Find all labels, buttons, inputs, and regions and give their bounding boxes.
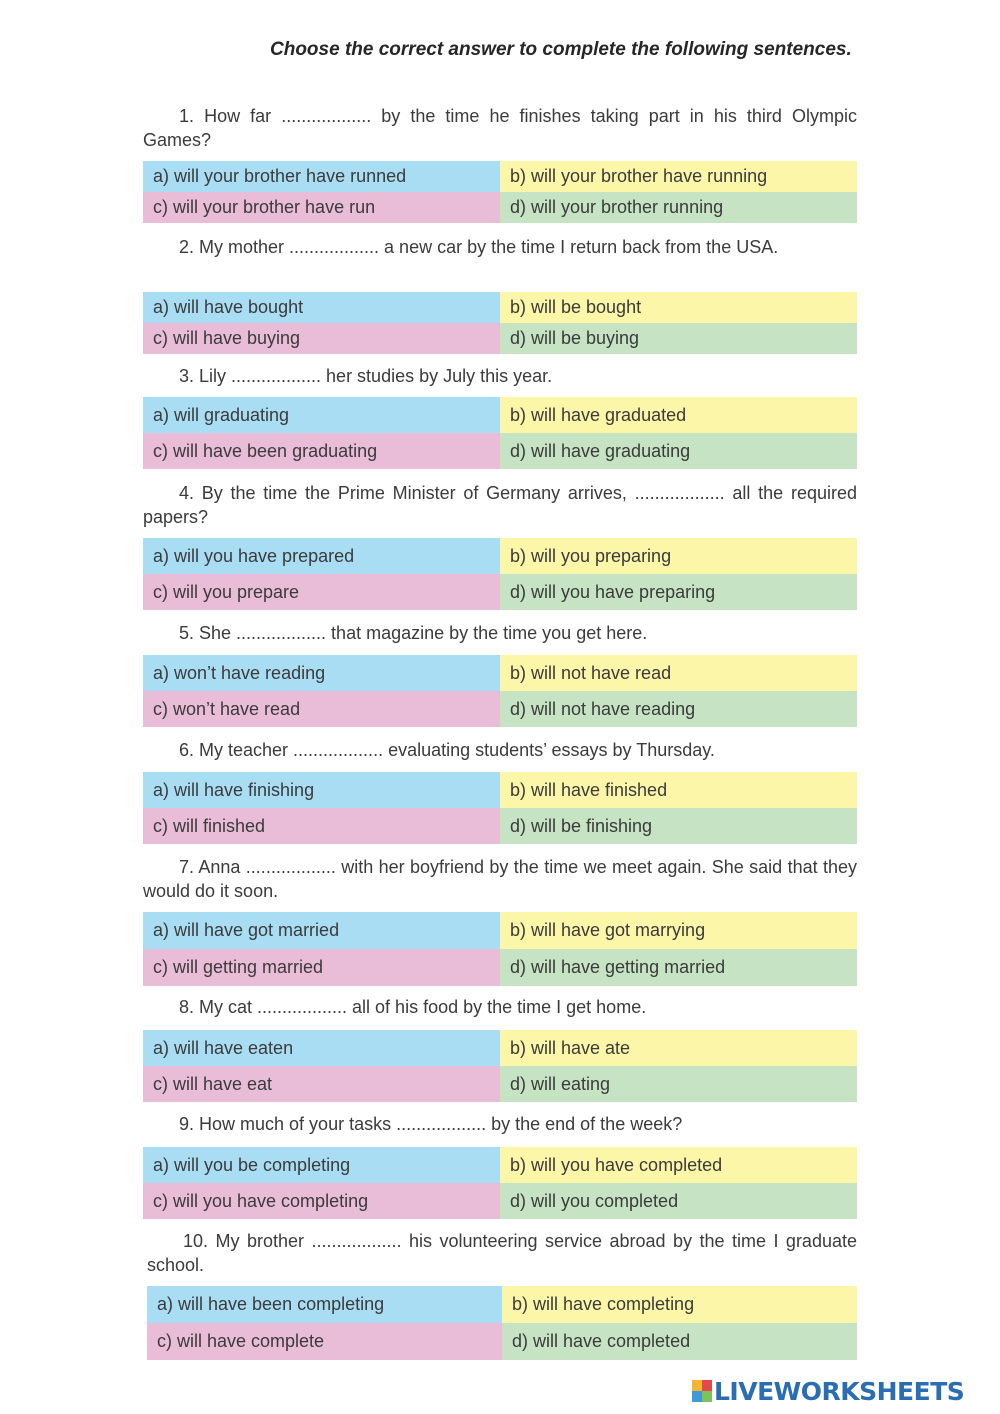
options-row <box>143 912 857 949</box>
liveworksheets-logo[interactable] <box>692 1376 964 1406</box>
question-text: 6. My teacher .................. evaluating students’ essays by Thursday. <box>179 740 715 760</box>
answer-option-c[interactable]: c) will you have completing <box>143 1183 500 1219</box>
answer-option-b[interactable]: b) will be bought <box>500 292 857 323</box>
answer-options <box>147 1286 857 1360</box>
answer-options <box>143 161 857 223</box>
options-row <box>143 655 857 691</box>
answer-option-b[interactable]: b) will have finished <box>500 772 857 808</box>
answer-option-b[interactable]: b) will have got marrying <box>500 912 857 949</box>
options-row <box>147 1286 857 1323</box>
answer-option-b[interactable]: b) will you preparing <box>500 538 857 574</box>
answer-option-d[interactable]: d) will be finishing <box>500 808 857 844</box>
answer-option-b[interactable]: b) will have graduated <box>500 397 857 433</box>
answer-option-c[interactable]: c) will finished <box>143 808 500 844</box>
answer-options <box>143 1147 857 1219</box>
question-text: 5. She .................. that magazine by the time you get here. <box>179 623 648 643</box>
answer-option-c[interactable]: c) will have buying <box>143 323 500 354</box>
answer-option-a[interactable]: a) won’t have reading <box>143 655 500 691</box>
answer-options <box>143 772 857 844</box>
answer-option-b[interactable]: b) will have ate <box>500 1030 857 1066</box>
question-text: 3. Lily .................. her studies by July this year. <box>179 366 553 386</box>
answer-options <box>143 397 857 469</box>
answer-option-a[interactable]: a) will have finishing <box>143 772 500 808</box>
answer-option-d[interactable]: d) will eating <box>500 1066 857 1102</box>
answer-option-d[interactable]: d) will your brother running <box>500 192 857 223</box>
options-row <box>143 574 857 610</box>
options-row <box>143 292 857 323</box>
answer-option-c[interactable]: c) will getting married <box>143 949 500 986</box>
answer-options <box>143 538 857 610</box>
options-row <box>143 772 857 808</box>
answer-option-b[interactable]: b) will not have read <box>500 655 857 691</box>
answer-option-b[interactable]: b) will have completing <box>502 1286 857 1323</box>
answer-option-d[interactable]: d) will you completed <box>500 1183 857 1219</box>
answer-option-a[interactable]: a) will have eaten <box>143 1030 500 1066</box>
answer-option-a[interactable]: a) will graduating <box>143 397 500 433</box>
answer-option-c[interactable]: c) will you prepare <box>143 574 500 610</box>
question-text: 1. How far .................. by the time he finishes taking part in his third Olympic Games? <box>143 106 857 150</box>
options-row <box>143 949 857 986</box>
answer-option-d[interactable]: d) will be buying <box>500 323 857 354</box>
options-row <box>143 808 857 844</box>
answer-option-a[interactable]: a) will you be completing <box>143 1147 500 1183</box>
options-row <box>143 433 857 469</box>
answer-option-d[interactable]: d) will not have reading <box>500 691 857 727</box>
answer-option-d[interactable]: d) will you have preparing <box>500 574 857 610</box>
answer-options <box>143 912 857 986</box>
options-row <box>143 1030 857 1066</box>
logo-text: LIVEWORKSHEETS <box>714 1376 965 1406</box>
options-row <box>147 1323 857 1360</box>
answer-option-d[interactable]: d) will have getting married <box>500 949 857 986</box>
answer-option-c[interactable]: c) will have eat <box>143 1066 500 1102</box>
instructions-heading: Choose the correct answer to complete the following sentences. <box>270 39 852 60</box>
question-text: 9. How much of your tasks .................. by the end of the week? <box>179 1114 683 1134</box>
answer-option-d[interactable]: d) will have graduating <box>500 433 857 469</box>
liveworksheets-logo-icon <box>692 1380 712 1402</box>
question-text: 10. My brother .................. his volunteering service abroad by the time I graduate school. <box>147 1231 857 1275</box>
answer-options <box>143 1030 857 1102</box>
options-row <box>143 1147 857 1183</box>
answer-options <box>143 292 857 354</box>
answer-option-c[interactable]: c) will have complete <box>147 1323 502 1360</box>
question-text: 8. My cat .................. all of his food by the time I get home. <box>179 997 647 1017</box>
answer-option-c[interactable]: c) will your brother have run <box>143 192 500 223</box>
answer-option-a[interactable]: a) will have got married <box>143 912 500 949</box>
answer-option-c[interactable]: c) won’t have read <box>143 691 500 727</box>
options-row <box>143 691 857 727</box>
options-row <box>143 538 857 574</box>
answer-option-a[interactable]: a) will your brother have runned <box>143 161 500 192</box>
options-row <box>143 397 857 433</box>
answer-option-b[interactable]: b) will your brother have running <box>500 161 857 192</box>
answer-options <box>143 655 857 727</box>
options-row <box>143 1183 857 1219</box>
options-row <box>143 323 857 354</box>
answer-option-a[interactable]: a) will you have prepared <box>143 538 500 574</box>
answer-option-c[interactable]: c) will have been graduating <box>143 433 500 469</box>
options-row <box>143 161 857 192</box>
options-row <box>143 1066 857 1102</box>
options-row <box>143 192 857 223</box>
question-text: 2. My mother .................. a new car by the time I return back from the USA. <box>179 237 779 257</box>
question-text: 7. Anna .................. with her boyfriend by the time we meet again. She said that they would do it soon. <box>143 857 857 901</box>
answer-option-a[interactable]: a) will have been completing <box>147 1286 502 1323</box>
answer-option-b[interactable]: b) will you have completed <box>500 1147 857 1183</box>
answer-option-a[interactable]: a) will have bought <box>143 292 500 323</box>
answer-option-d[interactable]: d) will have completed <box>502 1323 857 1360</box>
question-text: 4. By the time the Prime Minister of Germany arrives, .................. all the required papers? <box>143 483 857 527</box>
